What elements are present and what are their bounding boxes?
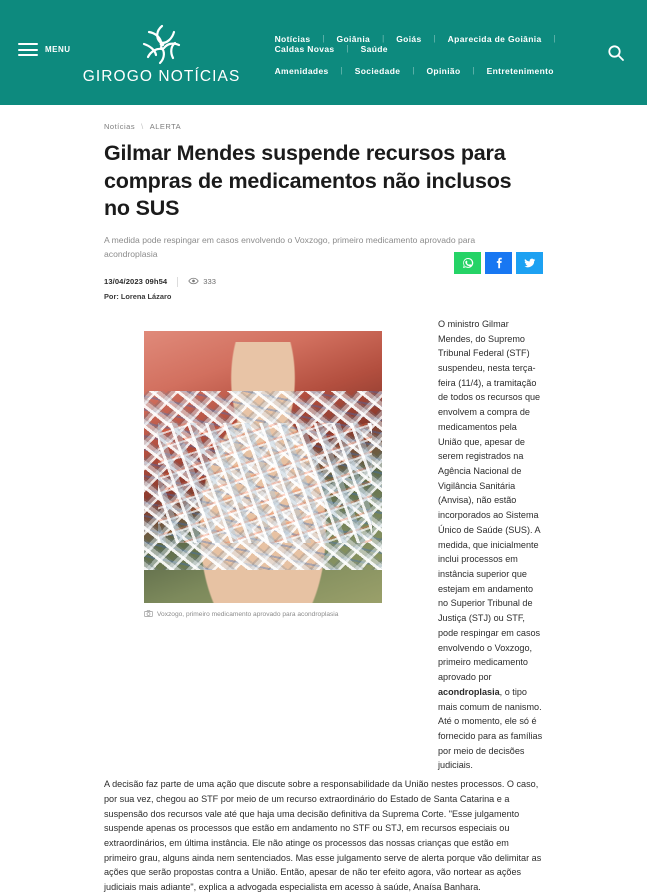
main-navigation — [263, 34, 633, 76]
hamburger-icon — [18, 43, 38, 56]
article-figure — [144, 331, 382, 620]
article-body-column — [438, 315, 543, 773]
nav-separator: | — [382, 34, 385, 43]
nav-item-amenidades[interactable]: Amenidades — [274, 65, 329, 76]
publish-date: 13/04/2023 09h54 — [104, 277, 168, 287]
view-counter — [177, 277, 216, 287]
nav-item-aparecida-de-goiania[interactable]: Aparecida de Goiânia — [447, 33, 542, 44]
article-content — [104, 315, 543, 773]
nav-row-secondary — [263, 66, 633, 76]
nav-separator: | — [340, 66, 343, 75]
nav-item-entretenimento[interactable]: Entretenimento — [486, 65, 554, 76]
nav-separator: | — [346, 44, 349, 53]
breadcrumb-item-alerta[interactable]: ALERTA — [149, 122, 182, 131]
share-twitter-button[interactable] — [516, 252, 543, 274]
nav-item-sociedade[interactable]: Sociedade — [354, 65, 401, 76]
photo-vials-layer-2 — [158, 423, 372, 543]
paragraph-1-highlight: acondroplasia — [438, 686, 500, 697]
site-brand-name: GIROGO NOTÍCIAS — [82, 67, 241, 85]
paragraph-1-part-a: O ministro Gilmar Mendes, do Supremo Tribunal Federal (STF) suspendeu, nesta terça-feira (11/4), a tramitação de todos os recursos que envolvem a compra de medicamentos pela União que, apesar de serem registrados na Agência Nacional de Vigilância Sanitária (Anvisa), não estão incorporados ao Sistema Único de Saúde (SUS). A medida, que inicialmente inclui processos em instância superior que estejam em andamento no Superior Tribunal de Justiça (STJ) ou STF, pode respingar em casos envolvendo o Voxzogo, primeiro medicamento aprovado por — [438, 318, 541, 683]
photo-caption-text: Voxzogo, primeiro medicamento aprovado para acondroplasia — [157, 610, 339, 618]
nav-separator: | — [412, 66, 415, 75]
nav-item-goiania[interactable]: Goiânia — [336, 33, 371, 44]
nav-item-opiniao[interactable]: Opinião — [426, 65, 461, 76]
share-buttons — [454, 252, 543, 274]
article-meta — [104, 277, 543, 287]
breadcrumb — [104, 122, 543, 131]
site-header — [0, 0, 647, 105]
menu-toggle-button[interactable] — [18, 43, 71, 56]
article-paragraph-2: A decisão faz parte de uma ação que discute sobre a responsabilidade da União nestes processos. O caso, por sua vez, chegou ao STF por meio de um recurso extraordinário do Estado de Santa Catarina e a suspensão dos recursos vale até que haja uma decisão definitiva da Suprema Corte. "Esse julgamento suspende apenas os processos que estão em andamento no STF ou STJ, em recursos especiais ou extraordinários, em última instância. Ele não atinge os processos das nossas crianças que estão em primeiro grau, alguns ainda nem sentenciados. Mas esse julgamento serve de alerta porque vão delimitar as ações que serão propostas contra a União. Então, apesar de não ter efeito agora, vão nortear as ações judiciais mais adiante", explica a advogada especialista em acesso à saúde, Anaísa Banhara. — [104, 779, 542, 893]
nav-item-goias[interactable]: Goiás — [396, 33, 422, 44]
article-body-continued — [104, 777, 543, 895]
share-facebook-button[interactable] — [485, 252, 512, 274]
nav-item-caldas-novas[interactable]: Caldas Novas — [274, 43, 335, 54]
photo-caption — [144, 610, 382, 620]
page-title: Gilmar Mendes suspende recursos para compras de medicamentos não inclusos no SUS — [104, 141, 512, 221]
view-count: 333 — [203, 277, 216, 287]
site-brand[interactable] — [82, 22, 241, 86]
article-photo — [144, 331, 382, 603]
search-icon[interactable] — [607, 44, 625, 62]
eye-icon — [188, 277, 199, 287]
breadcrumb-separator: \ — [141, 122, 144, 131]
menu-label: MENU — [45, 45, 71, 54]
byline: Por: Lorena Lázaro — [104, 291, 172, 301]
spiral-logo-icon — [140, 22, 184, 66]
header-inner — [0, 0, 647, 105]
nav-separator: | — [472, 66, 475, 75]
nav-row-primary — [263, 34, 633, 54]
breadcrumb-item-noticias[interactable]: Notícias — [104, 122, 136, 131]
paragraph-1-part-b: , o tipo mais comum de nanismo. Até o momento, ele só é fornecido para as famílias por meio de decisões judiciais. — [438, 686, 543, 771]
article-subhead: A medida pode respingar em casos envolvendo o Voxzogo, primeiro medicamento aprovado para acondroplasia — [104, 235, 476, 259]
nav-separator: | — [553, 34, 556, 43]
nav-separator: | — [433, 34, 436, 43]
article-page — [0, 122, 647, 895]
nav-item-saude[interactable]: Saúde — [360, 43, 388, 54]
nav-separator: | — [322, 34, 325, 43]
share-whatsapp-button[interactable] — [454, 252, 481, 274]
nav-item-noticias[interactable]: Notícias — [274, 33, 311, 44]
camera-icon — [144, 610, 153, 620]
